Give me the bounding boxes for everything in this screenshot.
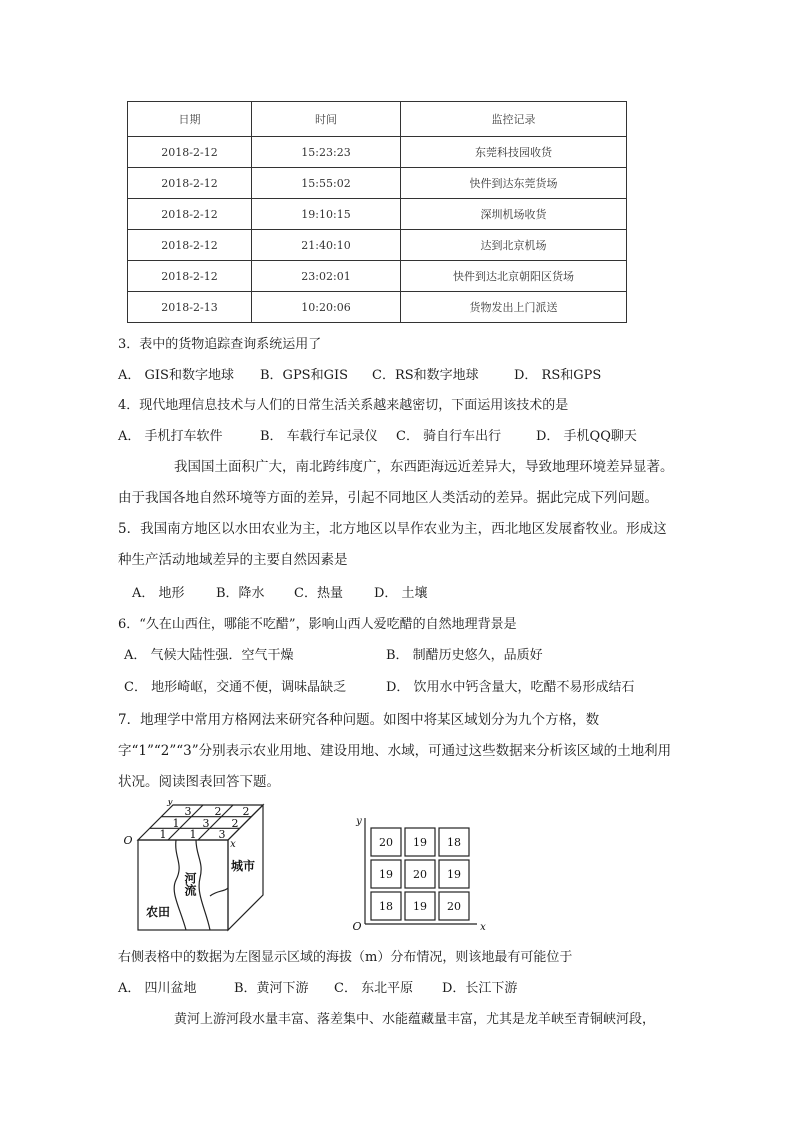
- q4-stem: 4．现代地理信息技术与人们的日常生活关系越来越密切，下面运用该技术的是: [118, 398, 569, 413]
- q7-options: [118, 977, 517, 996]
- cell-time: 23:02:01: [252, 261, 401, 292]
- q4-option-b: B． 车载行车记录仪: [260, 429, 378, 444]
- elevation-value: 18: [447, 836, 461, 849]
- cell-record: 达到北京机场: [401, 230, 627, 261]
- table-row: [128, 199, 627, 230]
- header-time: 时间: [252, 102, 401, 137]
- table-row: [128, 292, 627, 323]
- axis-label-x: x: [480, 922, 486, 932]
- q4-option-c: C． 骑自行车出行: [396, 429, 502, 444]
- elevation-value: 19: [413, 836, 427, 849]
- intro-paragraph: 我国国土面积广大，南北跨纬度广，东西距海远近差异大，导致地理环境差异显著。由于我国各地自然环境等方面的差异，引起不同地区人类活动的差异。据此完成下列问题。: [118, 459, 674, 506]
- table-row: [128, 168, 627, 199]
- label-river: 河流: [183, 872, 197, 896]
- tracking-table: [127, 101, 627, 323]
- cell-record: 深圳机场收货: [401, 199, 627, 230]
- grid-cell-value: 3: [202, 817, 210, 830]
- axis-label-origin: O: [123, 834, 133, 847]
- q7-option-d: D．长江下游: [442, 981, 518, 996]
- cell-date: 2018-2-12: [128, 261, 252, 292]
- elevation-grid-diagram: [345, 812, 495, 932]
- cell-time: 21:40:10: [252, 230, 401, 261]
- intro-paragraph-2: 黄河上游河段水量丰富、落差集中、水能蕴藏量丰富，尤其是龙羊峡至青铜峡河段，: [174, 1012, 656, 1027]
- axis-label-origin: O: [352, 920, 362, 932]
- q4-option-a: A． 手机打车软件: [118, 429, 223, 444]
- q3-option-c: C．RS和数字地球: [372, 368, 479, 383]
- elevation-value: 19: [413, 900, 427, 913]
- q7-option-c: C． 东北平原: [334, 981, 414, 996]
- q3-option-d: D． RS和GPS: [514, 368, 602, 383]
- q6-options-row1: [124, 644, 543, 663]
- q5-options: [132, 582, 428, 601]
- cell-date: 2018-2-12: [128, 199, 252, 230]
- q5-option-c: C．热量: [294, 586, 343, 601]
- q6-option-b: B． 制醋历史悠久，品质好: [386, 648, 543, 663]
- axis-label-x: x: [230, 839, 236, 850]
- table-row: [128, 137, 627, 168]
- elevation-value: 19: [379, 868, 393, 881]
- elevation-value: 20: [379, 836, 393, 849]
- grid-cell-value: 3: [218, 828, 226, 841]
- label-city: 城市: [230, 859, 256, 873]
- axis-label-y: y: [167, 800, 173, 807]
- cell-time: 15:23:23: [252, 137, 401, 168]
- cell-record: 东莞科技园收货: [401, 137, 627, 168]
- grid-cell-value: 3: [184, 805, 192, 818]
- q3-options: [118, 364, 601, 383]
- cell-time: 15:55:02: [252, 168, 401, 199]
- q7-question: 右侧表格中的数据为左图显示区域的海拔（m）分布情况，则该地最有可能位于: [118, 950, 573, 965]
- cell-time: 19:10:15: [252, 199, 401, 230]
- cell-record: 快件到达东莞货场: [401, 168, 627, 199]
- q6-options-row2: [124, 676, 635, 695]
- axis-label-y: y: [356, 816, 362, 827]
- grid-cell-value: 2: [214, 805, 222, 818]
- q3-stem: 3．表中的货物追踪查询系统运用了: [118, 337, 322, 352]
- grid-cell-value: 1: [159, 828, 167, 841]
- elevation-value: 20: [447, 900, 461, 913]
- q6-stem: 6．“久在山西住，哪能不吃醋”，影响山西人爱吃醋的自然地理背景是: [118, 617, 517, 632]
- table-header-row: [128, 102, 627, 137]
- elevation-value: 20: [413, 868, 427, 881]
- q4-option-d: D． 手机QQ聊天: [536, 429, 637, 444]
- q7-option-b: B．黄河下游: [234, 981, 309, 996]
- cell-date: 2018-2-12: [128, 168, 252, 199]
- land-use-block-diagram: [118, 800, 278, 935]
- q5-option-d: D． 土壤: [374, 586, 428, 601]
- elevation-value: 18: [379, 900, 393, 913]
- city-boundary: [210, 888, 228, 896]
- cell-date: 2018-2-12: [128, 230, 252, 261]
- label-farmland: 农田: [145, 905, 171, 919]
- elevation-value: 19: [447, 868, 461, 881]
- q3-option-a: A． GIS和数字地球: [118, 368, 234, 383]
- river-bank-right: [196, 840, 210, 930]
- q6-option-c: C． 地形崎岖，交通不便，调味晶缺乏: [124, 680, 347, 695]
- table-row: [128, 230, 627, 261]
- q7-stem: 7．地理学中常用方格网法来研究各种问题。如图中将某区域划分为九个方格，数字“1”“2”“3”分别表示农业用地、建设用地、水域，可通过这些数据来分析该区域的土地利用状况。阅读图表回答下题。: [118, 712, 672, 790]
- cell-date: 2018-2-12: [128, 137, 252, 168]
- q6-option-d: D． 饮用水中钙含量大，吃醋不易形成结石: [386, 680, 635, 695]
- table-row: [128, 261, 627, 292]
- q5-stem: 5．我国南方地区以水田农业为主，北方地区以旱作农业为主，西北地区发展畜牧业。形成这种生产活动地域差异的主要自然因素是: [118, 521, 667, 568]
- q7-option-a: A． 四川盆地: [118, 981, 197, 996]
- header-record: 监控记录: [401, 102, 627, 137]
- header-date: 日期: [128, 102, 252, 137]
- q5-option-b: B．降水: [216, 586, 265, 601]
- cell-record: 快件到达北京朝阳区货场: [401, 261, 627, 292]
- grid-cell-value: 2: [242, 805, 250, 818]
- q3-option-b: B．GPS和GIS: [260, 368, 349, 383]
- cell-date: 2018-2-13: [128, 292, 252, 323]
- q5-option-a: A． 地形: [132, 586, 185, 601]
- cell-record: 货物发出上门派送: [401, 292, 627, 323]
- grid-cell-value: 1: [189, 828, 197, 841]
- grid-cell-value: 2: [231, 817, 239, 830]
- q6-option-a: A． 气候大陆性强．空气干燥: [124, 648, 294, 663]
- q4-options: [118, 425, 637, 444]
- cell-time: 10:20:06: [252, 292, 401, 323]
- grid-cell-value: 1: [172, 817, 180, 830]
